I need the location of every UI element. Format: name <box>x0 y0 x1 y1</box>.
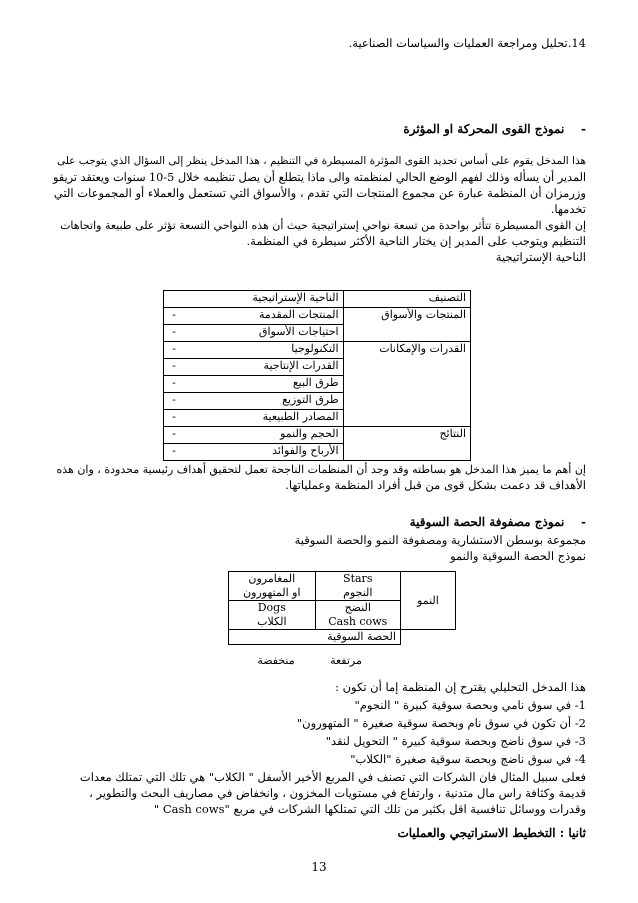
adventurers-ar2: او المتهورون <box>243 586 301 599</box>
para1-line-2: المدير أن يسأله وذلك لفهم الوضع الحالي لمنظمته والى ماذا يتطلع أن يصل تنظيمه خلال 5-10 سنوات ويعتقد تريقو <box>52 171 586 184</box>
dogs-ar: الكلاب <box>257 615 287 628</box>
item-dash: - <box>172 427 176 440</box>
item-dash: - <box>172 359 176 372</box>
high-label: مرتفعة <box>330 654 362 667</box>
para4-item-2: 2- أن تكون في سوق نام وبحصة سوقية صغيرة " المتهورون" <box>296 716 586 730</box>
dogs-cell <box>229 601 316 630</box>
item-cell <box>164 376 344 393</box>
para4-closing-2: قديمة وكثافة راس مال متدنية ، وارتفاع في مستويات المخزون ، وانخفاض في مصاريف البحث والتطوير ، <box>89 786 586 800</box>
para4-closing-3: وقدرات ووسائل تنافسية اقل بكثير من تلك التي تمتلكها الشركات في مربع "Cash cows " <box>153 802 586 816</box>
item-cell <box>164 427 344 444</box>
item-label: طرق التوزيع <box>282 393 339 406</box>
section3-heading: ثانيا : التخطيط الاستراتيجي والعمليات <box>397 826 586 840</box>
item-dash: - <box>172 308 176 321</box>
mature-ar: النضج <box>344 601 371 614</box>
table-row <box>164 342 471 359</box>
page-header: 14.تحليل ومراجعة العمليات والسياسات الصناعية. <box>348 36 586 50</box>
item-cell <box>164 393 344 410</box>
dogs-en: Dogs <box>257 601 286 614</box>
share-axis-cell: الحصة السوقية <box>229 630 401 645</box>
item-label: طرق البيع <box>292 376 339 389</box>
growth-share-matrix <box>228 571 456 645</box>
para2-line-1: إن القوى المسيطرة تتأثر بواحدة من تسعة نواحي إستراتيجية حيث أن هذه النواحي التسعة تؤثر على طبيعة واتجاهات <box>60 219 586 232</box>
para1-line-4: تخدمها. <box>550 202 586 216</box>
matrix-row <box>229 630 456 645</box>
para1-line-3: وزرمزان أن المنظمة عبارة عن مجموع المنتجات التي تقدم ، والأسواق التي تستعمل والعملاء أو المجموعات التي <box>53 186 586 200</box>
table-row <box>164 427 471 444</box>
growth-axis-cell: النمو <box>400 572 455 630</box>
cashcows-en: Cash cows <box>328 615 388 628</box>
section1-title: نموذج القوى المحركة او المؤثرة <box>403 122 565 136</box>
section1-heading <box>52 122 586 137</box>
item-label: القدرات الإنتاجية <box>263 359 339 372</box>
stars-ar: النجوم <box>343 586 373 599</box>
para4-item-4: 4- في سوق ناضج وبحصة سوقية صغيرة "الكلاب" <box>350 752 586 766</box>
category-cell: القدرات والإمكانات <box>343 342 470 427</box>
item-cell <box>164 410 344 427</box>
item-label: الحجم والنمو <box>280 427 339 440</box>
adventurers-cell <box>229 572 316 601</box>
item-cell <box>164 325 344 342</box>
item-label: التكنولوجيا <box>291 342 339 355</box>
section2-line-1: مجموعة بوسطن الاستشارية ومصفوفة النمو والحصة السوقية <box>294 533 586 547</box>
section2-line-2: نموذج الحصة السوقية والنمو <box>450 549 586 563</box>
para4-intro: هذا المدخل التحليلي يقترح إن المنظمة إما أن تكون : <box>335 680 586 694</box>
para1-line-1: هذا المدخل يقوم على أساس تحديد القوى المؤثرة المسيطرة في التنظيم ، هذا المدخل ينظر إلى السؤال الذي يتوجب على <box>56 155 586 167</box>
section2-heading <box>52 515 586 530</box>
item-cell <box>164 359 344 376</box>
matrix-row <box>229 572 456 601</box>
category-cell: المنتجات والأسواق <box>343 308 470 342</box>
cashcows-cell <box>315 601 400 630</box>
para3-line-2: الأهداف قد دعمت بشكل قوى من قبل أفراد المنظمة وعملياتها. <box>285 478 586 492</box>
item-label: المصادر الطبيعية <box>262 410 339 423</box>
item-label: الأرباح والفوائد <box>272 444 339 457</box>
para4-item-1: 1- في سوق نامي وبحصة سوقية كبيرة " النجوم" <box>354 698 586 712</box>
table-header-row <box>164 291 471 308</box>
item-dash: - <box>172 342 176 355</box>
item-cell <box>164 342 344 359</box>
para2-line-2: التنظيم ويتوجب على المدير إن يختار الناحية الأكثر سيطرة في المنظمة. <box>246 234 586 248</box>
item-cell <box>164 444 344 461</box>
header-aspect: الناحية الإستراتيجية <box>164 291 344 308</box>
para2-line-3: الناحية الإستراتيجية <box>495 250 586 264</box>
adventurers-ar: المغامرون <box>248 572 296 585</box>
table-row <box>164 308 471 325</box>
stars-cell <box>315 572 400 601</box>
item-dash: - <box>172 444 176 457</box>
section2-dash: - <box>581 515 586 529</box>
item-dash: - <box>172 393 176 406</box>
para4-item-3: 3- في سوق ناضج وبحصة سوقية كبيرة " التحويل لنقد" <box>325 734 586 748</box>
item-label: المنتجات المقدمة <box>258 308 339 321</box>
low-label: منخفضة <box>257 654 295 667</box>
para4-closing-1: فعلى سبيل المثال فان الشركات التي تصنف في المربع الأخير الأسفل " الكلاب" هي تلك التي تمتلك معدات <box>79 770 586 784</box>
stars-en: Stars <box>343 572 373 585</box>
item-dash: - <box>172 410 176 423</box>
header-classification: التصنيف <box>343 291 470 308</box>
item-cell <box>164 308 344 325</box>
item-label: احتياجات الأسواق <box>258 325 339 338</box>
category-cell: النتائج <box>343 427 470 461</box>
item-dash: - <box>172 325 176 338</box>
strategic-aspects-table <box>163 290 471 461</box>
section2-title: نموذج مصفوفة الحصة السوقية <box>409 515 565 529</box>
para3-line-1: إن أهم ما يميز هذا المدخل هو بساطته وقد وجد أن المنظمات الناجحة تعمل لتحقيق أهداف رئيسية محدودة ، وان هذه <box>56 463 586 476</box>
section1-dash: - <box>581 122 586 136</box>
item-dash: - <box>172 376 176 389</box>
page-number: 13 <box>311 860 327 874</box>
